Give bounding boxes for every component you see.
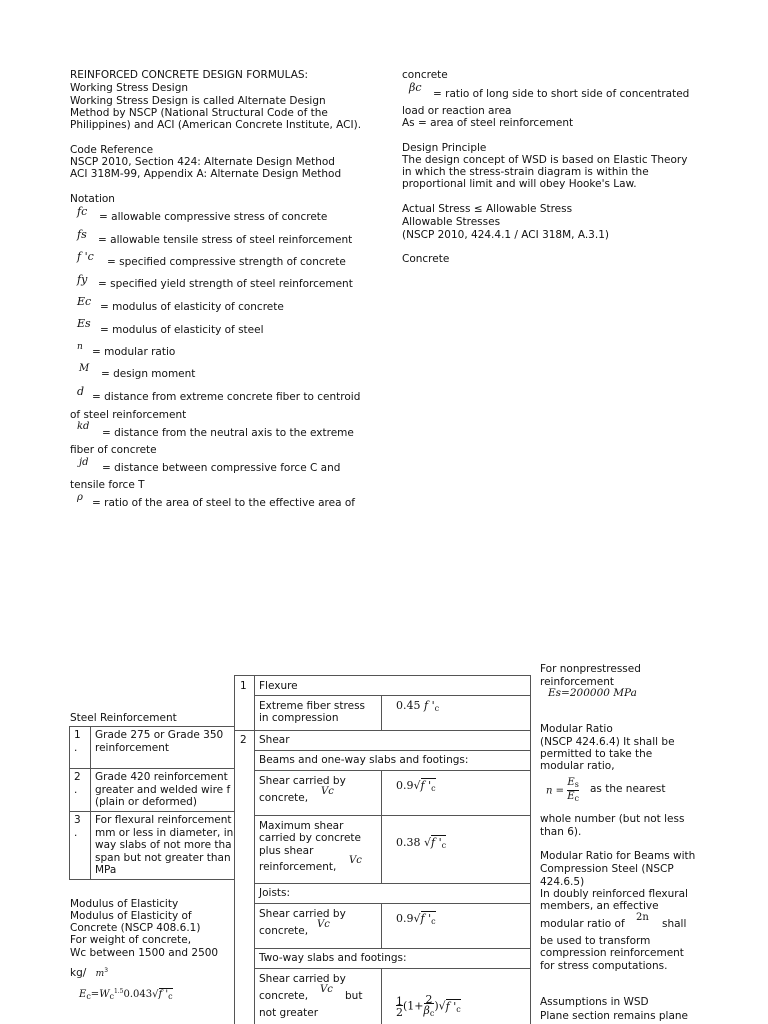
row-label: not greater xyxy=(259,1007,319,1019)
intro-line: Method by NSCP (National Structural Code of the xyxy=(70,107,328,119)
text-line: Compression Steel (NSCP xyxy=(540,863,674,875)
code-reference-line: ACI 318M-99, Appendix A: Alternate Design Method xyxy=(70,168,342,180)
modulus-line: For weight of concrete, xyxy=(70,934,192,946)
section-number: 2 xyxy=(240,734,247,746)
n-formula: $n = \frac{E_s}{E_c}$ xyxy=(546,777,579,803)
notation-description: = ratio of the area of steel to the effective area of xyxy=(92,497,355,509)
section-label: Shear xyxy=(259,734,290,746)
vc-symbol: Vc xyxy=(349,855,362,866)
notation-description-continued: of steel reinforcement xyxy=(70,409,187,421)
assumptions-heading: Assumptions in WSD xyxy=(540,996,649,1008)
section-number: 1 xyxy=(240,680,247,692)
vc-symbol: Vc xyxy=(317,919,330,930)
row-text-cell: For flexural reinforcement mm or less in diameter, in way slabs of not more tha span but not greater than MPa xyxy=(91,812,236,880)
notation-symbol: fc xyxy=(77,205,88,218)
notation-heading: Notation xyxy=(70,193,115,205)
notation-symbol: n xyxy=(77,342,83,352)
table-row xyxy=(70,769,236,812)
design-principle-line: in which the stress-strain diagram is within the xyxy=(402,166,649,178)
modulus-line: Wc between 1500 and 2500 xyxy=(70,947,219,959)
modulus-line: Concrete (NSCP 408.6.1) xyxy=(70,922,201,934)
row-label: Maximum shear xyxy=(259,820,344,832)
row-label: Shear carried by xyxy=(259,908,346,920)
notation-description: = modulus of elasticity of concrete xyxy=(100,301,284,313)
notation-symbol: Ec xyxy=(77,295,92,308)
section-label: Flexure xyxy=(259,680,298,692)
text-line: modular ratio of xyxy=(540,918,625,930)
notation-symbol: ρ xyxy=(77,492,83,503)
row-label: in compression xyxy=(259,712,339,724)
concrete-heading: Concrete xyxy=(402,253,450,265)
notation-symbol: Es xyxy=(77,317,91,330)
text-line: compression reinforcement xyxy=(540,947,684,959)
notation-description: = distance from extreme concrete fiber to centroid xyxy=(92,391,361,403)
text-line: In doubly reinforced flexural xyxy=(540,888,688,900)
notation-description-continued: load or reaction area xyxy=(402,105,512,117)
text-line: permitted to take the xyxy=(540,748,653,760)
subsection-heading: Beams and one-way slabs and footings: xyxy=(259,754,469,766)
text-line: be used to transform xyxy=(540,935,651,947)
row-label: Shear carried by xyxy=(259,973,346,985)
notation-continued: concrete xyxy=(402,69,448,81)
notation-description: = design moment xyxy=(101,368,196,380)
actual-stress-line: Actual Stress ≤ Allowable Stress xyxy=(402,203,573,215)
subtitle: Working Stress Design xyxy=(70,82,189,94)
notation-description: = specified compressive strength of concrete xyxy=(107,256,346,268)
modulus-heading: Modulus of Elasticity xyxy=(70,898,179,910)
notation-description: = distance from the neutral axis to the extreme xyxy=(102,427,354,439)
notation-symbol: d xyxy=(77,385,85,398)
table-row xyxy=(70,812,236,880)
row-label: Extreme fiber stress xyxy=(259,700,366,712)
text-line: Plane section remains plane xyxy=(540,1010,689,1022)
notation-description: = allowable compressive stress of concrete xyxy=(99,211,328,223)
notation-description: = modular ratio xyxy=(92,346,176,358)
text-line: whole number (but not less xyxy=(540,813,685,825)
design-principle-line: The design concept of WSD is based on Elastic Theory xyxy=(402,154,688,166)
notation-description-continued: tensile force T xyxy=(70,479,145,491)
row-label: concrete, xyxy=(259,990,309,1002)
row-label: concrete, xyxy=(259,792,309,804)
design-principle-heading: Design Principle xyxy=(402,142,487,154)
text-line: reinforcement xyxy=(540,676,615,688)
notation-symbol: fs xyxy=(77,228,87,241)
modular-ratio-heading: Modular Ratio xyxy=(540,723,613,735)
two-way-shear-value: $\frac{1}{2}(1+\frac{2}{\beta c})√f$ 'c xyxy=(396,993,461,1019)
row-number-cell: 2 . xyxy=(70,769,91,812)
row-number-cell: 3 . xyxy=(70,812,91,880)
row-label: Shear carried by xyxy=(259,775,346,787)
code-reference-line: NSCP 2010, Section 424: Alternate Design Method xyxy=(70,156,335,168)
notation-description: = allowable tensile stress of steel reinforcement xyxy=(98,234,353,246)
text-line: shall xyxy=(662,918,687,930)
text-line: 424.6.5) xyxy=(540,876,585,888)
notation-description: = modulus of elasticity of steel xyxy=(100,324,264,336)
row-label: but xyxy=(345,990,363,1002)
text-line: modular ratio, xyxy=(540,760,615,772)
notation-description: = ratio of long side to short side of concentrated xyxy=(433,88,690,100)
notation-symbol: βc xyxy=(409,81,422,94)
notation-symbol: f 'c xyxy=(77,250,94,263)
row-text-cell: Grade 420 reinforcement greater and welded wire f (plain or deformed) xyxy=(91,769,236,812)
subsection-heading: Joists: xyxy=(259,887,291,899)
row-number-cell: 1 . xyxy=(70,727,91,769)
notation-symbol: M xyxy=(79,363,90,374)
text-line: than 6). xyxy=(540,826,582,838)
text-line: For nonprestressed xyxy=(540,663,641,675)
text-line: for stress computations. xyxy=(540,960,668,972)
shear-value: 0.9√f 'c xyxy=(396,779,436,793)
intro-line: Working Stress Design is called Alternate Design xyxy=(70,95,326,107)
subsection-heading: Two-way slabs and footings: xyxy=(259,952,407,964)
row-label: reinforcement, xyxy=(259,861,337,873)
text-line: as the nearest xyxy=(590,783,666,795)
row-label: carried by concrete xyxy=(259,832,362,844)
shear-value: 0.9√f 'c xyxy=(396,912,436,926)
allowable-stresses-reference: (NSCP 2010, 424.4.1 / ACI 318M, A.3.1) xyxy=(402,229,609,241)
two-n-symbol: 2n xyxy=(636,912,649,923)
row-text-cell: Grade 275 or Grade 350 reinforcement xyxy=(91,727,236,769)
notation-description: As = area of steel reinforcement xyxy=(402,117,574,129)
ec-formula: $E_c=W_c^{1.5}0.043√f$ '$_c$ xyxy=(79,988,173,1001)
intro-line: Philippines) and ACI (American Concrete Institute, ACI). xyxy=(70,119,362,131)
notation-description: = specified yield strength of steel reinforcement xyxy=(98,278,353,290)
max-shear-value: 0.38 √f 'c xyxy=(396,836,447,850)
row-label: plus shear xyxy=(259,845,314,857)
notation-description: = distance between compressive force C and xyxy=(102,462,341,474)
notation-symbol: fy xyxy=(77,273,88,286)
fc-allowable-value: 0.45 f 'c xyxy=(396,699,440,713)
design-principle-line: proportional limit and will obey Hooke's Law. xyxy=(402,178,637,190)
table-row xyxy=(70,727,236,769)
row-label: concrete, xyxy=(259,925,309,937)
text-line: members, an effective xyxy=(540,900,659,912)
steel-reinforcement-table xyxy=(69,726,235,886)
vc-symbol: Vc xyxy=(320,984,333,995)
steel-reinforcement-heading: Steel Reinforcement xyxy=(70,712,177,724)
notation-symbol: jd xyxy=(79,457,89,468)
code-reference-heading: Code Reference xyxy=(70,144,154,156)
es-formula: Es=200000 MPa xyxy=(548,687,637,699)
vc-symbol: Vc xyxy=(321,786,334,797)
modulus-line: Modulus of Elasticity of xyxy=(70,910,192,922)
unit-line: kg/ $m^3$ xyxy=(70,967,109,979)
text-line: (NSCP 424.6.4) It shall be xyxy=(540,736,675,748)
modular-ratio-beams-heading: Modular Ratio for Beams with xyxy=(540,850,696,862)
notation-description-continued: fiber of concrete xyxy=(70,444,157,456)
notation-symbol: kd xyxy=(77,421,90,432)
document-title: REINFORCED CONCRETE DESIGN FORMULAS: xyxy=(70,69,309,81)
allowable-stresses-heading: Allowable Stresses xyxy=(402,216,501,228)
